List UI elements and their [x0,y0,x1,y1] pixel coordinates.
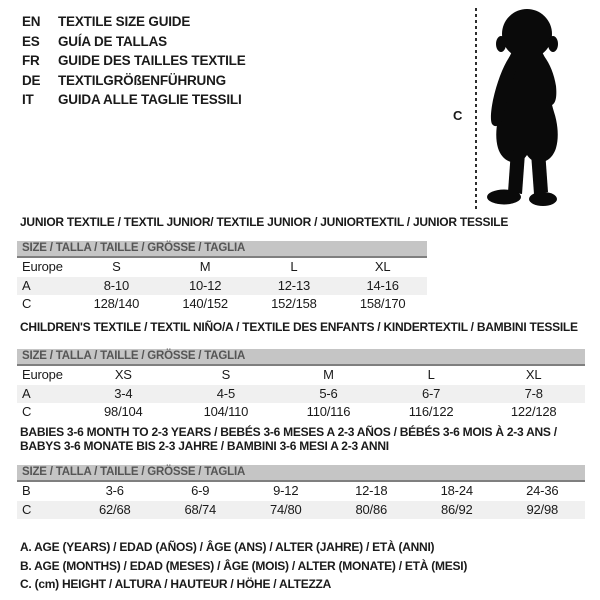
table-title: JUNIOR TEXTILE / TEXTIL JUNIOR/ TEXTILE JUNIOR / JUNIORTEXTIL / JUNIOR TESSILE [20,215,509,229]
table-row [17,277,427,296]
language-code: FR [22,53,40,68]
height-measure-label: C [453,108,463,123]
row-value: 8-10 [103,277,129,293]
row-value: 128/140 [93,296,140,311]
junior-textile-table [17,215,509,314]
row-value: 12-18 [355,483,388,498]
row-label: Europe [22,259,63,274]
language-list [22,12,246,110]
row-value: 116/122 [408,404,454,419]
table-title: CHILDREN'S TEXTILE / TEXTIL NIÑO/A / TEXTILE DES ENFANTS / KINDERTEXTIL / BAMBINI TESSILE [20,320,578,334]
baby-silhouette-image [483,8,571,210]
row-label: B [22,483,31,498]
language-code: IT [22,92,34,107]
row-value: 3-4 [114,385,133,401]
row-value: 3-6 [105,483,124,498]
table-row [17,385,585,404]
row-value: M [199,259,211,274]
row-label: C [22,501,32,517]
row-value: 62/68 [98,501,131,517]
table-row [17,482,585,501]
row-value: 7-8 [524,385,543,401]
legend-note: A. AGE (YEARS) / EDAD (AÑOS) / ÂGE (ANS) / ALTER (JAHRE) / ETÀ (ANNI) [20,540,435,554]
row-label: A [22,277,31,293]
table-rows [17,366,585,422]
row-value: 104/110 [203,404,249,419]
row-value: 158/170 [359,296,406,311]
row-value: S [112,259,121,274]
table-row [17,403,585,422]
row-value: XS [114,367,132,382]
table-row [17,295,427,314]
baby-figure [450,6,598,216]
table-size-header: SIZE / TALLA / TAILLE / GRÖSSE / TAGLIA [17,465,585,482]
row-value: 122/128 [510,404,557,419]
table-row [17,501,585,520]
row-value: 110/116 [306,404,351,419]
childrens-textile-table [17,320,585,422]
row-value: 12-13 [277,277,310,293]
table-rows [17,258,427,314]
row-value: 14-16 [366,277,399,293]
row-value: 4-5 [216,385,235,401]
language-code: EN [22,14,41,29]
language-label: TEXTILGRÖßENFÜHRUNG [58,72,226,88]
row-value: 68/74 [184,501,217,517]
table-size-header: SIZE / TALLA / TAILLE / GRÖSSE / TAGLIA [17,349,585,366]
row-value: 80/86 [355,501,388,517]
row-value: 152/158 [271,296,317,311]
row-value: 86/92 [440,501,473,517]
language-row [22,12,246,32]
legend-notes [17,538,467,594]
height-measure-dotted-line [475,8,477,209]
language-label: GUIDE DES TAILLES TEXTILE [58,53,246,68]
table-title-block [17,320,585,334]
row-value: XL [374,259,391,274]
table-title-line-2: BABYS 3-6 MONATE BIS 2-3 JAHRE / BAMBINI 3-6 MESI A 2-3 ANNI [20,439,389,453]
table-title-block [17,425,585,453]
row-value: S [221,367,231,382]
language-row [22,71,246,91]
table-rows [17,482,585,519]
row-value: 98/104 [104,404,143,419]
language-label: GUIDA ALLE TAGLIE TESSILI [58,92,242,107]
language-row [22,51,246,71]
row-value: 74/80 [269,501,302,517]
row-label: Europe [22,367,63,382]
row-value: 18-24 [440,483,473,498]
row-value: 5-6 [319,385,338,401]
table-size-header: SIZE / TALLA / TAILLE / GRÖSSE / TAGLIA [17,241,427,258]
language-row [22,32,246,52]
row-value: L [290,259,298,274]
language-code: DE [22,72,41,88]
legend-note: B. AGE (MONTHS) / EDAD (MESES) / ÂGE (MOIS) / ALTER (MONATE) / ETÀ (MESI) [20,558,468,573]
babies-textile-table [17,425,585,519]
legend-note: C. (cm) HEIGHT / ALTURA / HAUTEUR / HÖHE / ALTEZZA [20,577,332,591]
table-row [17,258,427,277]
row-value: 9-12 [273,483,299,498]
row-value: 24-36 [526,483,559,498]
language-label: TEXTILE SIZE GUIDE [58,14,191,29]
row-value: 6-9 [191,483,210,498]
language-row [22,90,246,110]
row-label: A [22,385,31,401]
row-value: 140/152 [182,296,228,311]
table-row [17,366,585,385]
row-label: C [22,404,32,419]
row-value: XL [525,367,542,382]
row-value: M [323,367,334,382]
row-value: 10-12 [189,277,222,293]
row-value: 92/98 [526,501,559,517]
language-label: GUÍA DE TALLAS [58,33,167,49]
table-title-block [17,215,509,229]
row-value: 6-7 [421,385,441,401]
table-title: BABIES 3-6 MONTH TO 2-3 YEARS / BEBÉS 3-6 MESES A 2-3 AÑOS / BÉBÉS 3-6 MOIS À 2-3 ANS / [20,425,557,439]
row-label: C [22,296,32,311]
language-code: ES [22,33,40,49]
row-value: L [427,367,435,382]
